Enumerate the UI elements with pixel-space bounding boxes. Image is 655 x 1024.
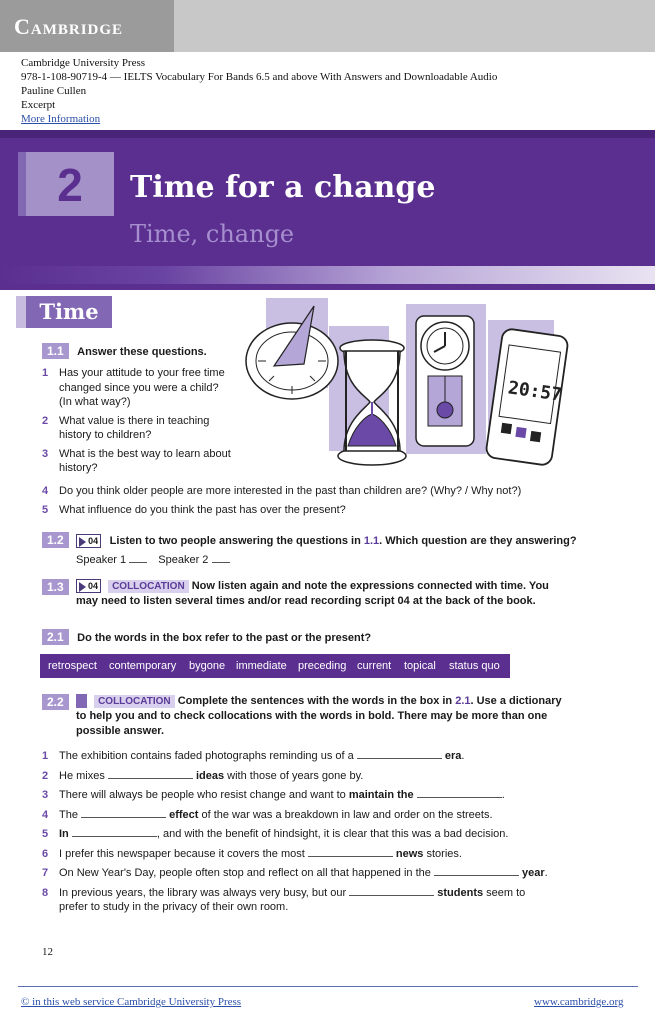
clock-icon <box>416 316 474 446</box>
exercise-1-1-heading <box>42 342 207 360</box>
word-item: status quo <box>449 660 500 672</box>
answer-blank[interactable] <box>81 808 166 818</box>
word-item: bygone <box>189 660 226 672</box>
sentence-item: 6 I prefer this newspaper because it covers the most news stories. <box>42 847 462 860</box>
chapter-number: 2 <box>57 159 83 211</box>
audio-track[interactable]: 04 <box>76 579 101 593</box>
publisher: Cambridge University Press <box>21 57 146 69</box>
exercise-label: 1.2 <box>42 532 69 548</box>
page-number: 12 <box>42 946 53 958</box>
audio-play-icon <box>79 537 86 547</box>
word-item: current <box>357 660 392 672</box>
question-item: 2 What value is there in teaching history to children? <box>42 414 210 441</box>
question-item: 4 Do you think older people are more interested in the past than children are? (Why? / Why not?) <box>42 485 522 497</box>
website-link[interactable]: www.cambridge.org <box>534 996 624 1008</box>
sentence-item: 4 The effect of the war was a breakdown in law and order on the streets. <box>42 808 493 821</box>
word-item: topical <box>404 660 436 672</box>
sentence-item: 3 There will always be people who resist change and want to maintain the . <box>42 789 505 801</box>
exercise-label: 1.3 <box>42 579 69 595</box>
isbn-title: 978-1-108-90719-4 — IELTS Vocabulary For Bands 6.5 and above With Answers and Downloadable Audio <box>21 71 498 83</box>
svg-text:20:57: 20:57 <box>506 377 564 406</box>
footer-divider <box>18 986 638 987</box>
excerpt-label: Excerpt <box>21 99 56 111</box>
word-box <box>40 654 510 678</box>
question-item: 1 Has your attitude to your free time changed since you were a child? (In what way?) <box>42 367 225 408</box>
audio-track[interactable]: 04 <box>76 534 101 548</box>
sentence-item: 8 In previous years, the library was always very busy, but our students seem to prefer to study in the privacy of their own room. <box>42 886 526 913</box>
answer-blank[interactable] <box>357 749 442 759</box>
answer-blank[interactable] <box>349 886 434 896</box>
time-devices-illustration <box>244 296 574 471</box>
book-meta <box>21 56 497 126</box>
answer-blank[interactable] <box>129 553 147 563</box>
banner-shadow <box>0 130 655 138</box>
word-item: contemporary <box>109 660 177 672</box>
exercise-instruction: Answer these questions. <box>77 346 207 358</box>
question-item: 3 What is the best way to learn about history? <box>42 447 231 474</box>
sentence-item: 2 He mixes ideas with those of years gone by. <box>42 769 364 782</box>
exercise-1-3: 1.3 04 COLLOCATION Now listen again and note the expressions connected with time. You may need to listen several times and/or read recording script 04 at the back of the book. <box>42 579 572 609</box>
cambridge-logo: Cambridge <box>14 14 124 39</box>
collocation-tag: COLLOCATION <box>108 580 189 593</box>
exercise-label: 2.1 <box>42 629 69 645</box>
exercise-label: 1.1 <box>42 343 69 359</box>
sentence-list <box>42 749 562 915</box>
word-item: preceding <box>298 660 347 672</box>
sentence-item: 5 In , and with the benefit of hindsight, it is clear that this was a bad decision. <box>42 828 509 840</box>
audio-play-icon <box>79 582 86 592</box>
section-title: Time <box>39 299 99 324</box>
word-item: immediate <box>236 660 287 672</box>
top-bar-light <box>174 0 655 52</box>
chapter-subtitle: Time, change <box>130 220 295 248</box>
answer-blank[interactable] <box>108 769 193 779</box>
answer-blank[interactable] <box>417 788 502 798</box>
word-item: retrospect <box>48 660 97 672</box>
exercise-label: 2.2 <box>42 694 69 710</box>
question-list <box>42 366 232 476</box>
section-tab-back <box>16 296 26 328</box>
dictionary-icon <box>76 694 87 708</box>
exercise-instruction: Do the words in the box refer to the past or the present? <box>77 632 372 644</box>
answer-blank[interactable] <box>212 553 230 563</box>
exercise-2-1-heading <box>42 628 371 646</box>
answer-blank[interactable] <box>72 827 157 837</box>
sentence-item: 1 The exhibition contains faded photographs reminding us of a era. <box>42 750 465 762</box>
more-information-link[interactable]: More Information <box>21 113 101 125</box>
copyright-link[interactable]: © in this web service Cambridge University Press <box>21 996 242 1008</box>
collocation-tag: COLLOCATION <box>94 695 175 708</box>
answer-blank[interactable] <box>434 866 519 876</box>
banner-gradient-stripe <box>0 266 655 284</box>
author: Pauline Cullen <box>21 85 87 97</box>
exercise-2-2: 2.2 COLLOCATION Complete the sentences with the words in the box in 2.1. Use a dictionary to help you and to check collocations with the words in bold. There may be more than one possible answer. <box>42 694 562 739</box>
sentence-item: 7 On New Year's Day, people often stop and reflect on all that happened in the year. <box>42 867 548 879</box>
speaker-answers: Speaker 1 Speaker 2 <box>76 553 230 568</box>
question-item: 5 What influence do you think the past has over the present? <box>42 504 346 516</box>
exercise-1-2-heading: 1.2 04 Listen to two people answering the questions in 1.1. Which question are they answering? <box>42 531 577 549</box>
chapter-title: Time for a change <box>130 170 436 205</box>
answer-blank[interactable] <box>308 847 393 857</box>
